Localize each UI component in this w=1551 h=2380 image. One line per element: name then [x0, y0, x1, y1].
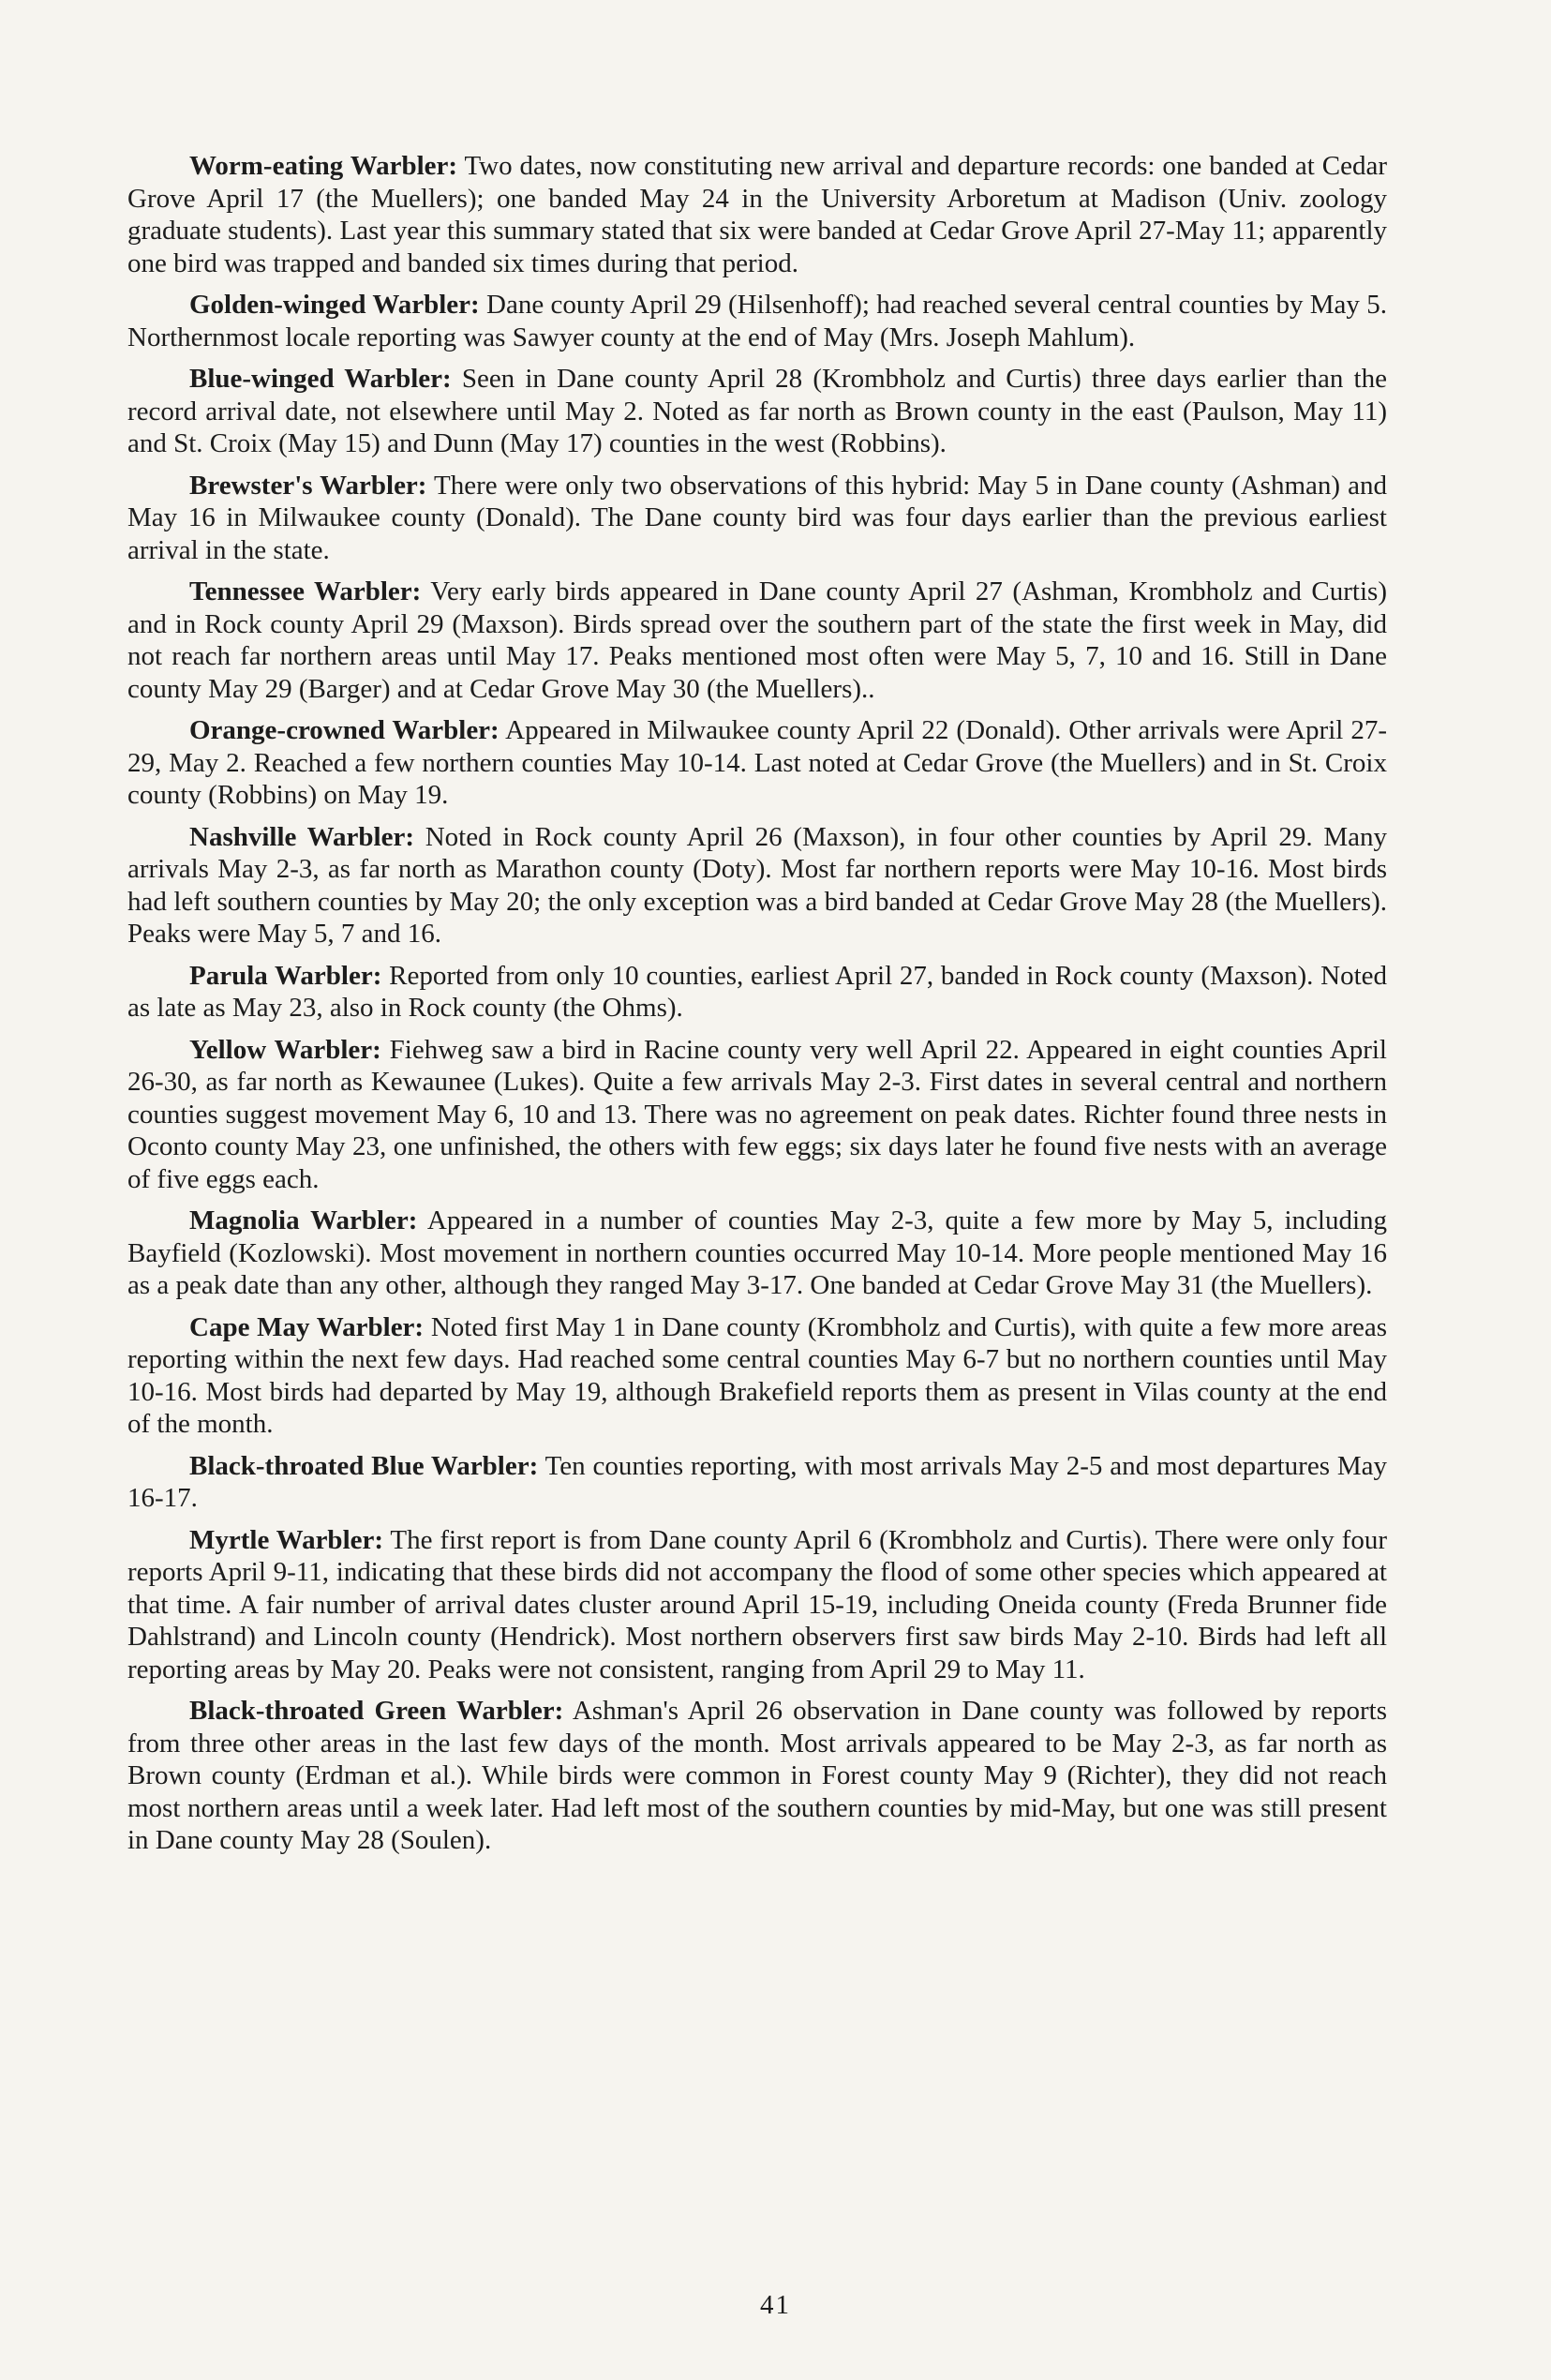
species-name: Magnolia Warbler:: [189, 1205, 418, 1235]
entry-text: Two dates, now constituting new arrival and departure records: one banded at Cedar Grove April 17 (the Muellers); one banded May 24 in the University Arboretum at Madison (Univ. zoology graduate students). Last year this summary stated that six were banded at Cedar Grove April 27-May 11; apparently one bird was trapped and banded six times during that period.: [127, 151, 1387, 278]
article-body: [127, 150, 1387, 1866]
species-name: Black-throated Blue Warbler:: [189, 1450, 539, 1481]
entry-text: Ashman's April 26 observation in Dane county was followed by reports from three other areas in the last few days of the month. Most arrivals appeared to be May 2-3, as far north as Brown county (Erdman et al.). While birds were common in Forest county May 9 (Richter), they did not reach most northern areas until a week later. Had left most of the southern counties by mid-May, but one was still present in Dane county May 28 (Soulen).: [127, 1696, 1387, 1855]
entry-text: Seen in Dane county April 28 (Krombholz and Curtis) three days earlier than the record arrival date, not elsewhere until May 2. Noted as far north as Brown county in the east (Paulson, May 11) and St. Croix (May 15) and Dunn (May 17) counties in the west (Robbins).: [127, 364, 1387, 458]
entry-magnolia-warbler: [127, 1205, 1387, 1302]
entry-golden-winged-warbler: [127, 289, 1387, 353]
species-name: Brewster's Warbler:: [189, 470, 427, 501]
species-name: Myrtle Warbler:: [189, 1524, 384, 1555]
entry-orange-crowned-warbler: [127, 714, 1387, 812]
entry-text: Reported from only 10 counties, earliest April 27, banded in Rock county (Maxson). Noted as late as May 23, also in Rock county (the Ohms).: [127, 960, 1388, 1023]
entry-brewsters-warbler: [127, 470, 1387, 567]
entry-text: Noted in Rock county April 26 (Maxson), in four other counties by April 29. Many arrivals May 2-3, as far north as Marathon county (Doty). Most far northern reports were May 10-16. Most birds had left southern counties by May 20; the only exception was a bird banded at Cedar Grove May 28 (the Muellers). Peaks were May 5, 7 and 16.: [127, 821, 1387, 949]
species-name: Orange-crowned Warbler:: [189, 715, 500, 745]
entry-text: There were only two observations of this hybrid: May 5 in Dane county (Ashman) and May 16 in Milwaukee county (Donald). The Dane county bird was four days earlier than the previous earliest arrival in the state.: [127, 470, 1387, 565]
entry-parula-warbler: [127, 960, 1387, 1025]
entry-text: Appeared in a number of counties May 2-3, quite a few more by May 5, including Bayfield (Kozlowski). Most movement in northern counties occurred May 10-14. More people mentioned May 16 as a peak date than any other, although they ranged May 3-17. One banded at Cedar Grove May 31 (the Muellers).: [127, 1205, 1388, 1300]
species-name: Tennessee Warbler:: [189, 576, 422, 606]
entry-text: Appeared in Milwaukee county April 22 (Donald). Other arrivals were April 27-29, May 2. Reached a few northern counties May 10-14. Last noted at Cedar Grove (the Muellers) and in St. Croix county (Robbins) on May 19.: [127, 715, 1387, 810]
entry-text: Very early birds appeared in Dane county April 27 (Ashman, Krombholz and Curtis) and in Rock county April 29 (Maxson). Birds spread over the southern part of the state the first week in May, did not reach far northern areas until May 17. Peaks mentioned most often were May 5, 7, 10 and 16. Still in Dane county May 29 (Barger) and at Cedar Grove May 30 (the Muellers)..: [127, 576, 1387, 704]
entry-myrtle-warbler: [127, 1524, 1387, 1686]
species-name: Yellow Warbler:: [189, 1034, 381, 1065]
species-name: Black-throated Green Warbler:: [189, 1696, 564, 1726]
entry-cape-may-warbler: [127, 1311, 1387, 1441]
entry-black-throated-green-warbler: [127, 1695, 1387, 1857]
entry-blue-winged-warbler: [127, 363, 1387, 460]
entry-nashville-warbler: [127, 821, 1387, 951]
entry-tennessee-warbler: [127, 576, 1387, 705]
entry-yellow-warbler: [127, 1034, 1387, 1196]
entry-text: The first report is from Dane county April 6 (Krombholz and Curtis). There were only four reports April 9-11, indicating that these birds did not accompany the flood of some other species which appeared at that time. A fair number of arrival dates cluster around April 15-19, including Oneida county (Freda Brunner fide Dahlstrand) and Lincoln county (Hendrick). Most northern observers first saw birds May 2-10. Birds had left all reporting areas by May 20. Peaks were not consistent, ranging from April 29 to May 11.: [127, 1524, 1387, 1684]
species-name: Blue-winged Warbler:: [189, 364, 452, 394]
species-name: Nashville Warbler:: [189, 821, 414, 852]
entry-text: Fiehweg saw a bird in Racine county very well April 22. Appeared in eight counties April 26-30, as far north as Kewaunee (Lukes). Quite a few arrivals May 2-3. First dates in several central and northern counties suggest movement May 6, 10 and 13. There was no agreement on peak dates. Richter found three nests in Oconto county May 23, one unfinished, the others with few eggs; six days later he found five nests with an average of five eggs each.: [127, 1034, 1387, 1194]
entry-worm-eating-warbler: [127, 150, 1387, 279]
entry-text: Noted first May 1 in Dane county (Krombholz and Curtis), with quite a few more areas reporting within the next few days. Had reached some central counties May 6-7 but no northern counties until May 10-16. Most birds had departed by May 19, although Brakefield reports them as present in Vilas county at the end of the month.: [127, 1311, 1387, 1439]
species-name: Golden-winged Warbler:: [189, 290, 480, 320]
species-name: Parula Warbler:: [189, 960, 382, 991]
entry-black-throated-blue-warbler: [127, 1450, 1387, 1515]
species-name: Cape May Warbler:: [189, 1311, 425, 1342]
entry-text: Dane county April 29 (Hilsenhoff); had reached several central counties by May 5. Northernmost locale reporting was Sawyer county at the end of May (Mrs. Joseph Mahlum).: [127, 290, 1387, 352]
species-name: Worm-eating Warbler:: [189, 151, 458, 181]
page-number: 41: [760, 2290, 791, 2320]
entry-text: Ten counties reporting, with most arrivals May 2-5 and most departures May 16-17.: [127, 1450, 1387, 1513]
